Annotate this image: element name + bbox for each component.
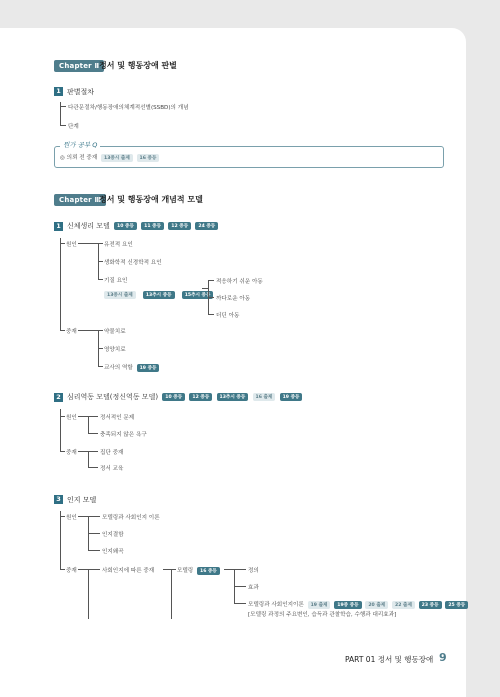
section-number: 1 [54, 87, 63, 96]
node-label: 원인 [66, 515, 77, 521]
list-item [248, 600, 468, 609]
list-item: 더딘 아동 [216, 313, 240, 319]
badge-row [102, 284, 213, 303]
section-number: 2 [54, 393, 63, 402]
list-item: 다관문절차/행동장애의체계적선별(SSBD)의 개념 [68, 105, 189, 111]
section-title: 신체생리 모델 [67, 222, 110, 230]
node-label: 중재 [66, 450, 77, 456]
chapter-tag: Chapter Ⅱ [54, 60, 104, 72]
exam-badge: 11 중등 [141, 222, 164, 230]
footer-part: PART 01 정서 및 행동장애 [345, 655, 434, 664]
tree-line [78, 569, 88, 570]
list-item: 사회인지에 따른 중재 [102, 568, 155, 574]
section-title: 심리역동 모델(정신역동 모델) [67, 393, 159, 401]
tree-line [98, 366, 103, 367]
node-label: 원인 [66, 415, 77, 421]
list-item: 정서 교육 [100, 466, 124, 472]
chapter-tag: Chapter Ⅲ [54, 194, 106, 206]
section-number: 3 [54, 495, 63, 504]
node-label: 중재 [66, 568, 77, 574]
exam-badge: 12 중등 [168, 222, 191, 230]
list-item-label: 교사의 역할 [104, 365, 133, 371]
tree-line [60, 416, 65, 417]
list-item: 생화학적 신경학적 요인 [104, 260, 162, 266]
memo-title: 뭔가 공부 Q [60, 140, 100, 149]
tree-line [88, 569, 89, 619]
tree-line [88, 467, 98, 468]
tree-line [88, 416, 98, 417]
tree-line [78, 330, 98, 331]
tree-line [78, 451, 88, 452]
tree-line [88, 416, 89, 433]
tree-line [60, 106, 66, 107]
list-item-sub: [모델링 과정의 주요변인, 습득과 관찰학습, 수행과 대리효과] [248, 612, 397, 618]
tree-line [60, 451, 65, 452]
list-item: 적응하기 쉬운 아동 [216, 279, 263, 285]
tree-line [88, 516, 100, 517]
tree-line [78, 516, 88, 517]
list-item [177, 566, 220, 575]
section-title: 판별절차 [67, 88, 95, 96]
list-item: 영양치료 [104, 347, 126, 353]
list-item: 인지왜곡 [102, 549, 124, 555]
exam-badge: 13중시 출제 [104, 291, 136, 299]
tree-line [88, 533, 100, 534]
memo-text [60, 153, 159, 162]
tree-line [98, 279, 103, 280]
tree-line [88, 451, 98, 452]
tree-line [60, 238, 61, 330]
exam-badge: 10 중등 [162, 393, 185, 401]
tree-line [60, 125, 66, 126]
exam-badge: 13추시 중등 [217, 393, 249, 401]
exam-badge: 22 출제 [392, 601, 415, 609]
exam-badge: 13추시 중등 [143, 291, 175, 299]
chapter-title: 정서 및 행동장애 개념적 모델 [99, 195, 203, 204]
tree-line [234, 569, 246, 570]
section-title: 인지 모델 [67, 496, 97, 504]
list-item: 약물치료 [104, 329, 126, 335]
exam-badge: 10 중등 [114, 222, 137, 230]
exam-badge: 23 중등 [419, 601, 442, 609]
tree-line [163, 569, 171, 570]
exam-badge: 20 출제 [365, 601, 388, 609]
tree-line [171, 569, 176, 570]
memo-label: ◎ 의뢰 전 중재 [60, 155, 98, 161]
chapter-title: 정서 및 행동장애 판별 [99, 61, 177, 70]
tree-line [208, 297, 214, 298]
section-title-row [67, 392, 302, 402]
tree-line [60, 511, 61, 569]
section-title-row [67, 221, 218, 231]
tree-line [224, 569, 234, 570]
tree-line [88, 451, 89, 467]
exam-badge: 19 중등 [280, 393, 303, 401]
tree-line [234, 603, 246, 604]
exam-badge: 12 중등 [189, 393, 212, 401]
exam-badge: 19중 중등 [334, 601, 361, 609]
list-item: 모델링과 사회인지 이론 [102, 515, 160, 521]
exam-badge: 16 중등 [197, 567, 220, 575]
exam-badge: 15추시 중등 [182, 291, 214, 299]
tree-line [98, 330, 103, 331]
list-item: 효과 [248, 585, 259, 591]
section-number: 1 [54, 222, 63, 231]
list-item-label: 모델링과 사회인지이론 [248, 602, 304, 608]
tree-line [171, 569, 172, 619]
list-item: 까다로운 아동 [216, 296, 251, 302]
list-item: 정서적인 문제 [100, 415, 135, 421]
tree-line [60, 516, 65, 517]
tree-line [88, 569, 100, 570]
exam-badge: 24 중등 [195, 222, 218, 230]
tree-line [88, 433, 98, 434]
exam-badge: 16 출제 [253, 393, 276, 401]
list-item: 유전적 요인 [104, 242, 133, 248]
tree-line [88, 550, 100, 551]
tree-line [234, 586, 246, 587]
page-number: 9 [439, 651, 447, 664]
node-label: 중재 [66, 329, 77, 335]
list-item-label: 모델링 [177, 568, 194, 574]
list-item: 단계 [68, 124, 79, 130]
tree-line [208, 280, 214, 281]
tree-line [60, 330, 65, 331]
tree-line [208, 314, 214, 315]
exam-badge: 16 중등 [137, 154, 160, 162]
list-item: 정의 [248, 568, 259, 574]
list-item [104, 363, 159, 372]
tree-line [98, 348, 103, 349]
exam-badge: 19 중등 [137, 364, 160, 372]
tree-line [98, 261, 103, 262]
list-item: 집단 중재 [100, 450, 124, 456]
tree-line [60, 243, 65, 244]
exam-badge: 13중시 출제 [101, 154, 133, 162]
tree-line [84, 243, 98, 244]
list-item: 기질 요인 [104, 278, 128, 284]
list-item: 인지결함 [102, 532, 124, 538]
tree-line [60, 569, 65, 570]
tree-line [78, 416, 88, 417]
exam-badge: 19 출제 [308, 601, 331, 609]
list-item: 충족되지 않은 욕구 [100, 432, 147, 438]
node-label: 원인 [66, 242, 77, 248]
exam-badge: 25 중등 [445, 601, 468, 609]
tree-line [98, 243, 103, 244]
